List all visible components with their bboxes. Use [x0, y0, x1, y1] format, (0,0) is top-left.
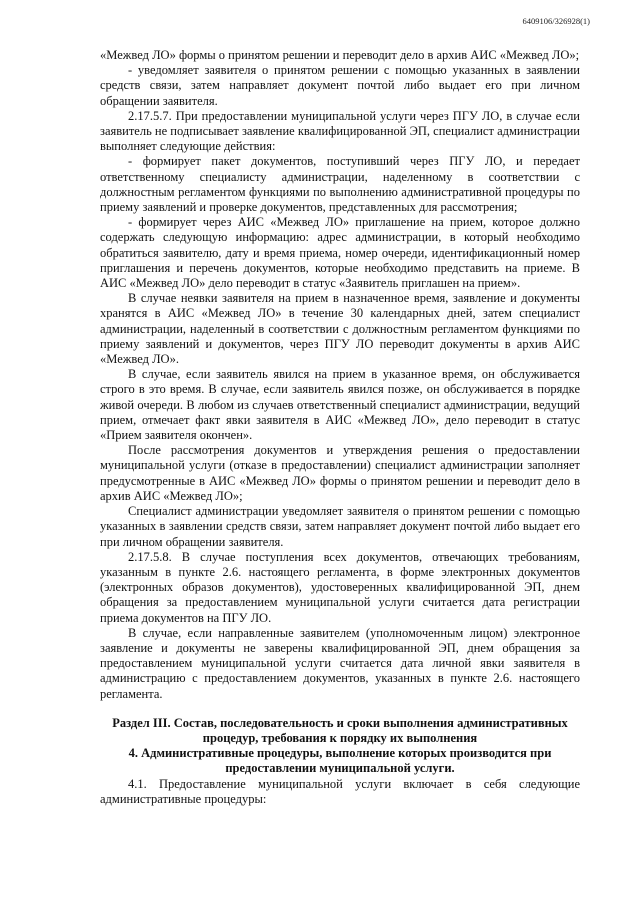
document-number: 6409106/326928(1) [522, 16, 590, 26]
paragraph: В случае неявки заявителя на прием в назначенное время, заявление и документы хранятся в АИС «Межвед ЛО» в течение 30 календарных дней, затем специалист администрации, наделенный в соответствии с должностным регламентом функциями по приему заявлений и документов, через ПГУ ЛО переводит документы в архив АИС «Межвед ЛО». [100, 291, 580, 367]
section-heading: Раздел III. Состав, последовательность и сроки выполнения административных процедур, требования к порядку их выполнения [112, 715, 568, 745]
subsection-heading: 4. Административные процедуры, выполнение которых производится при предоставлении муниципальной услуги. [128, 746, 552, 776]
section-spacer [100, 702, 580, 716]
document-body [100, 48, 580, 807]
paragraph: 2.17.5.7. При предоставлении муниципальной услуги через ПГУ ЛО, в случае если заявитель не подписывает заявление квалифицированной ЭП, специалист администрации выполняет следующие действия: [100, 108, 580, 154]
paragraph: - формирует пакет документов, поступивший через ПГУ ЛО, и передает ответственному специалисту администрации, наделенному в соответствии с должностным регламентом функциями по выполнению административной процедуры по приему заявлений и проверке документов, представленных для рассмотрения; [100, 154, 580, 215]
paragraph: Специалист администрации уведомляет заявителя о принятом решении с помощью указанных в заявлении средств связи, затем направляет документ почтой либо выдает его при личном обращении заявителя. [100, 504, 580, 549]
paragraph: - уведомляет заявителя о принятом решении с помощью указанных в заявлении средств связи, затем направляет документ почтой либо выдает его при личном обращении заявителя. [100, 63, 580, 108]
paragraph: - формирует через АИС «Межвед ЛО» приглашение на прием, которое должно содержать следующую информацию: адрес администрации, в который необходимо обратиться заявителю, дату и время приема, номер очереди, идентификационный номер приглашения и перечень документов, которые необходимо представить на приеме. В АИС «Межвед ЛО» дело переводит в статус «Заявитель приглашен на прием». [100, 215, 580, 291]
paragraph: 2.17.5.8. В случае поступления всех документов, отвечающих требованиям, указанным в пункте 2.6. настоящего регламента, в форме электронных документов (электронных образов документов), удостоверенных квалифицированной ЭП, днем обращения за предоставлением муниципальной услуги считается дата регистрации приема документов на ПГУ ЛО. [100, 549, 580, 625]
paragraph: В случае, если заявитель явился на прием в указанное время, он обслуживается строго в это время. В случае, если заявитель явился позже, он обслуживается в порядке живой очереди. В любом из случаев ответственный специалист администрации, ведущий прием, отмечает факт явки заявителя в АИС «Межвед ЛО», дело переводит в статус «Прием заявителя окончен». [100, 367, 580, 443]
paragraph: 4.1. Предоставление муниципальной услуги включает в себя следующие административные процедуры: [100, 776, 580, 806]
paragraph: В случае, если направленные заявителем (уполномоченным лицом) электронное заявление и документы не заверены квалифицированной ЭП, днем обращения за предоставлением муниципальной услуги считается дата личной явки заявителя в администрацию с предоставлением документов, указанных в пункте 2.6. настоящего регламента. [100, 625, 580, 701]
paragraph: «Межвед ЛО» формы о принятом решении и переводит дело в архив АИС «Межвед ЛО»; [100, 48, 580, 62]
paragraph: После рассмотрения документов и утверждения решения о предоставлении муниципальной услуги (отказе в предоставлении) специалист администрации заполняет предусмотренные в АИС «Межвед ЛО» формы о принятом решении и переводит дело в архив АИС «Межвед ЛО»; [100, 443, 580, 503]
